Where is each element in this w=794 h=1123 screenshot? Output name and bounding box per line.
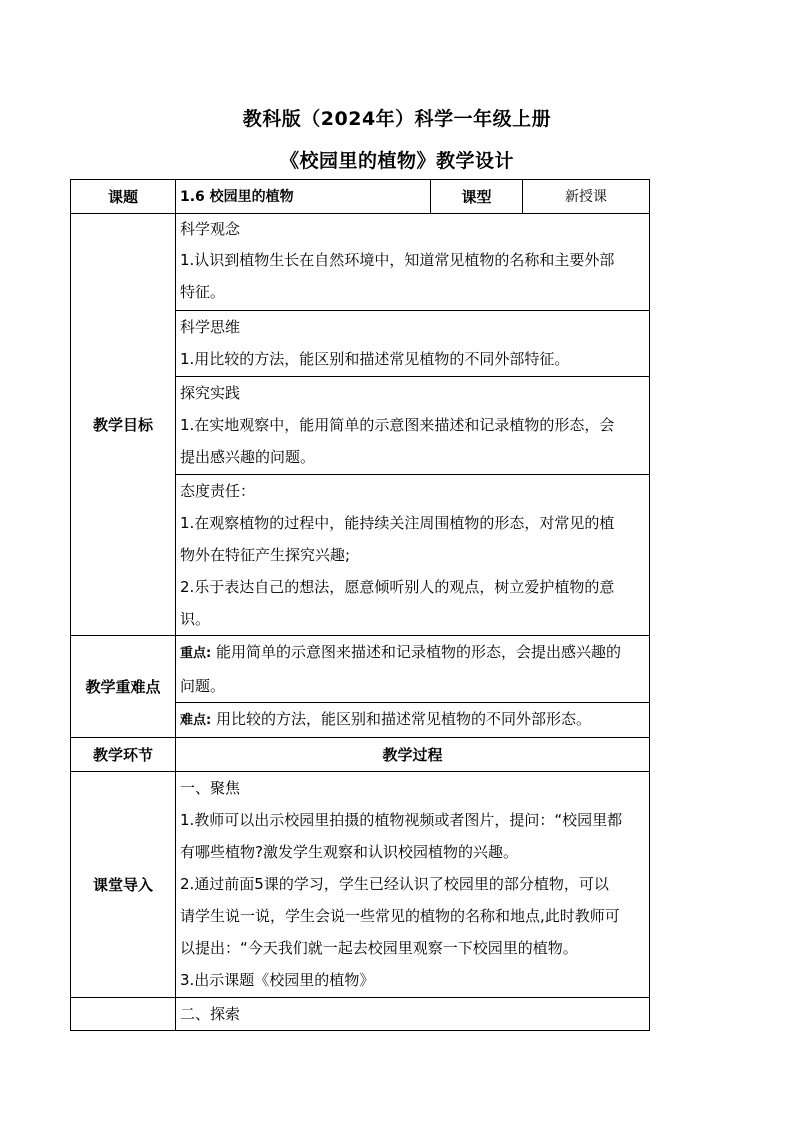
type-label: 课型 (431, 180, 523, 214)
objective-line: 2.乐于表达自己的想法，愿意倾听别人的观点，树立爱护植物的意 (180, 578, 615, 596)
objective-heading: 科学观念 (180, 220, 241, 238)
process-step-header: 教学环节 (71, 738, 176, 772)
intro-line: 一、聚焦 (180, 779, 241, 797)
intro-line: 2.通过前面5课的学习，学生已经认识了校园里的部分植物，可以 (180, 875, 609, 893)
intro-label: 课堂导入 (71, 772, 176, 998)
difficulty-tag: 难点: (180, 713, 212, 728)
type-value: 新授课 (523, 180, 650, 214)
difficulty-text: 用比较的方法，能区别和描述常见植物的不同外部形态。 (211, 710, 591, 728)
objective-section-concept (176, 214, 650, 311)
objective-line: 1.认识到植物生长在自然环境中，知道常见植物的名称和主要外部 (180, 251, 615, 269)
objective-line: 提出感兴趣的问题。 (180, 448, 316, 466)
objective-section-practice (176, 377, 650, 475)
intro-line: 1.教师可以出示校园里拍摄的植物视频或者图片，提问：“校园里都 (180, 811, 623, 829)
key-points-label: 教学重难点 (71, 636, 176, 738)
objectives-label: 教学目标 (71, 214, 176, 636)
objective-line: 物外在特征产生探究兴趣; (180, 546, 351, 564)
key-focus-cell (176, 636, 650, 703)
explore-label (71, 998, 176, 1031)
process-header-row (71, 738, 650, 772)
objective-line: 1.在观察植物的过程中，能持续关注周围植物的形态，对常见的植 (180, 514, 615, 532)
document-title: 教科版（2024年）科学一年级上册 (242, 108, 552, 130)
explore-row (71, 998, 650, 1031)
lesson-plan-table (70, 179, 650, 1031)
objective-heading: 科学思维 (180, 318, 241, 336)
objective-section-thinking (176, 311, 650, 377)
objective-line: 识。 (180, 610, 211, 628)
objective-line: 特征。 (180, 283, 226, 301)
focus-text: 能用简单的示意图来描述和记录植物的形态，会提出感兴趣的 (211, 643, 621, 661)
focus-tag: 重点: (180, 646, 212, 661)
intro-row (71, 772, 650, 998)
intro-line: 有哪些植物?激发学生观察和认识校园植物的兴趣。 (180, 843, 518, 861)
intro-line: 以提出：“今天我们就一起去校园里观察一下校园里的植物。 (180, 939, 578, 957)
process-detail-header: 教学过程 (176, 738, 650, 772)
intro-line: 请学生说一说，学生会说一些常见的植物的名称和地点,此时教师可 (180, 907, 620, 925)
document-subtitle: 《校园里的植物》教学设计 (279, 150, 514, 172)
objective-line: 1.用比较的方法，能区别和描述常见植物的不同外部特征。 (180, 350, 570, 368)
topic-value: 1.6 校园里的植物 (176, 180, 431, 214)
topic-label: 课题 (71, 180, 176, 214)
focus-text-cont: 问题。 (180, 677, 226, 695)
intro-content (176, 772, 650, 998)
explore-heading: 二、探索 (176, 998, 650, 1031)
objective-line: 1.在实地观察中，能用简单的示意图来描述和记录植物的形态，会 (180, 416, 615, 434)
key-difficulty-cell (176, 703, 650, 738)
topic-row (71, 180, 650, 214)
objective-heading: 探究实践 (180, 384, 241, 402)
key-focus-row (71, 636, 650, 703)
objective-row-concept (71, 214, 650, 311)
intro-line: 3.出示课题《校园里的植物》 (180, 971, 375, 989)
objective-section-attitude (176, 475, 650, 636)
objective-heading: 态度责任： (180, 482, 256, 500)
